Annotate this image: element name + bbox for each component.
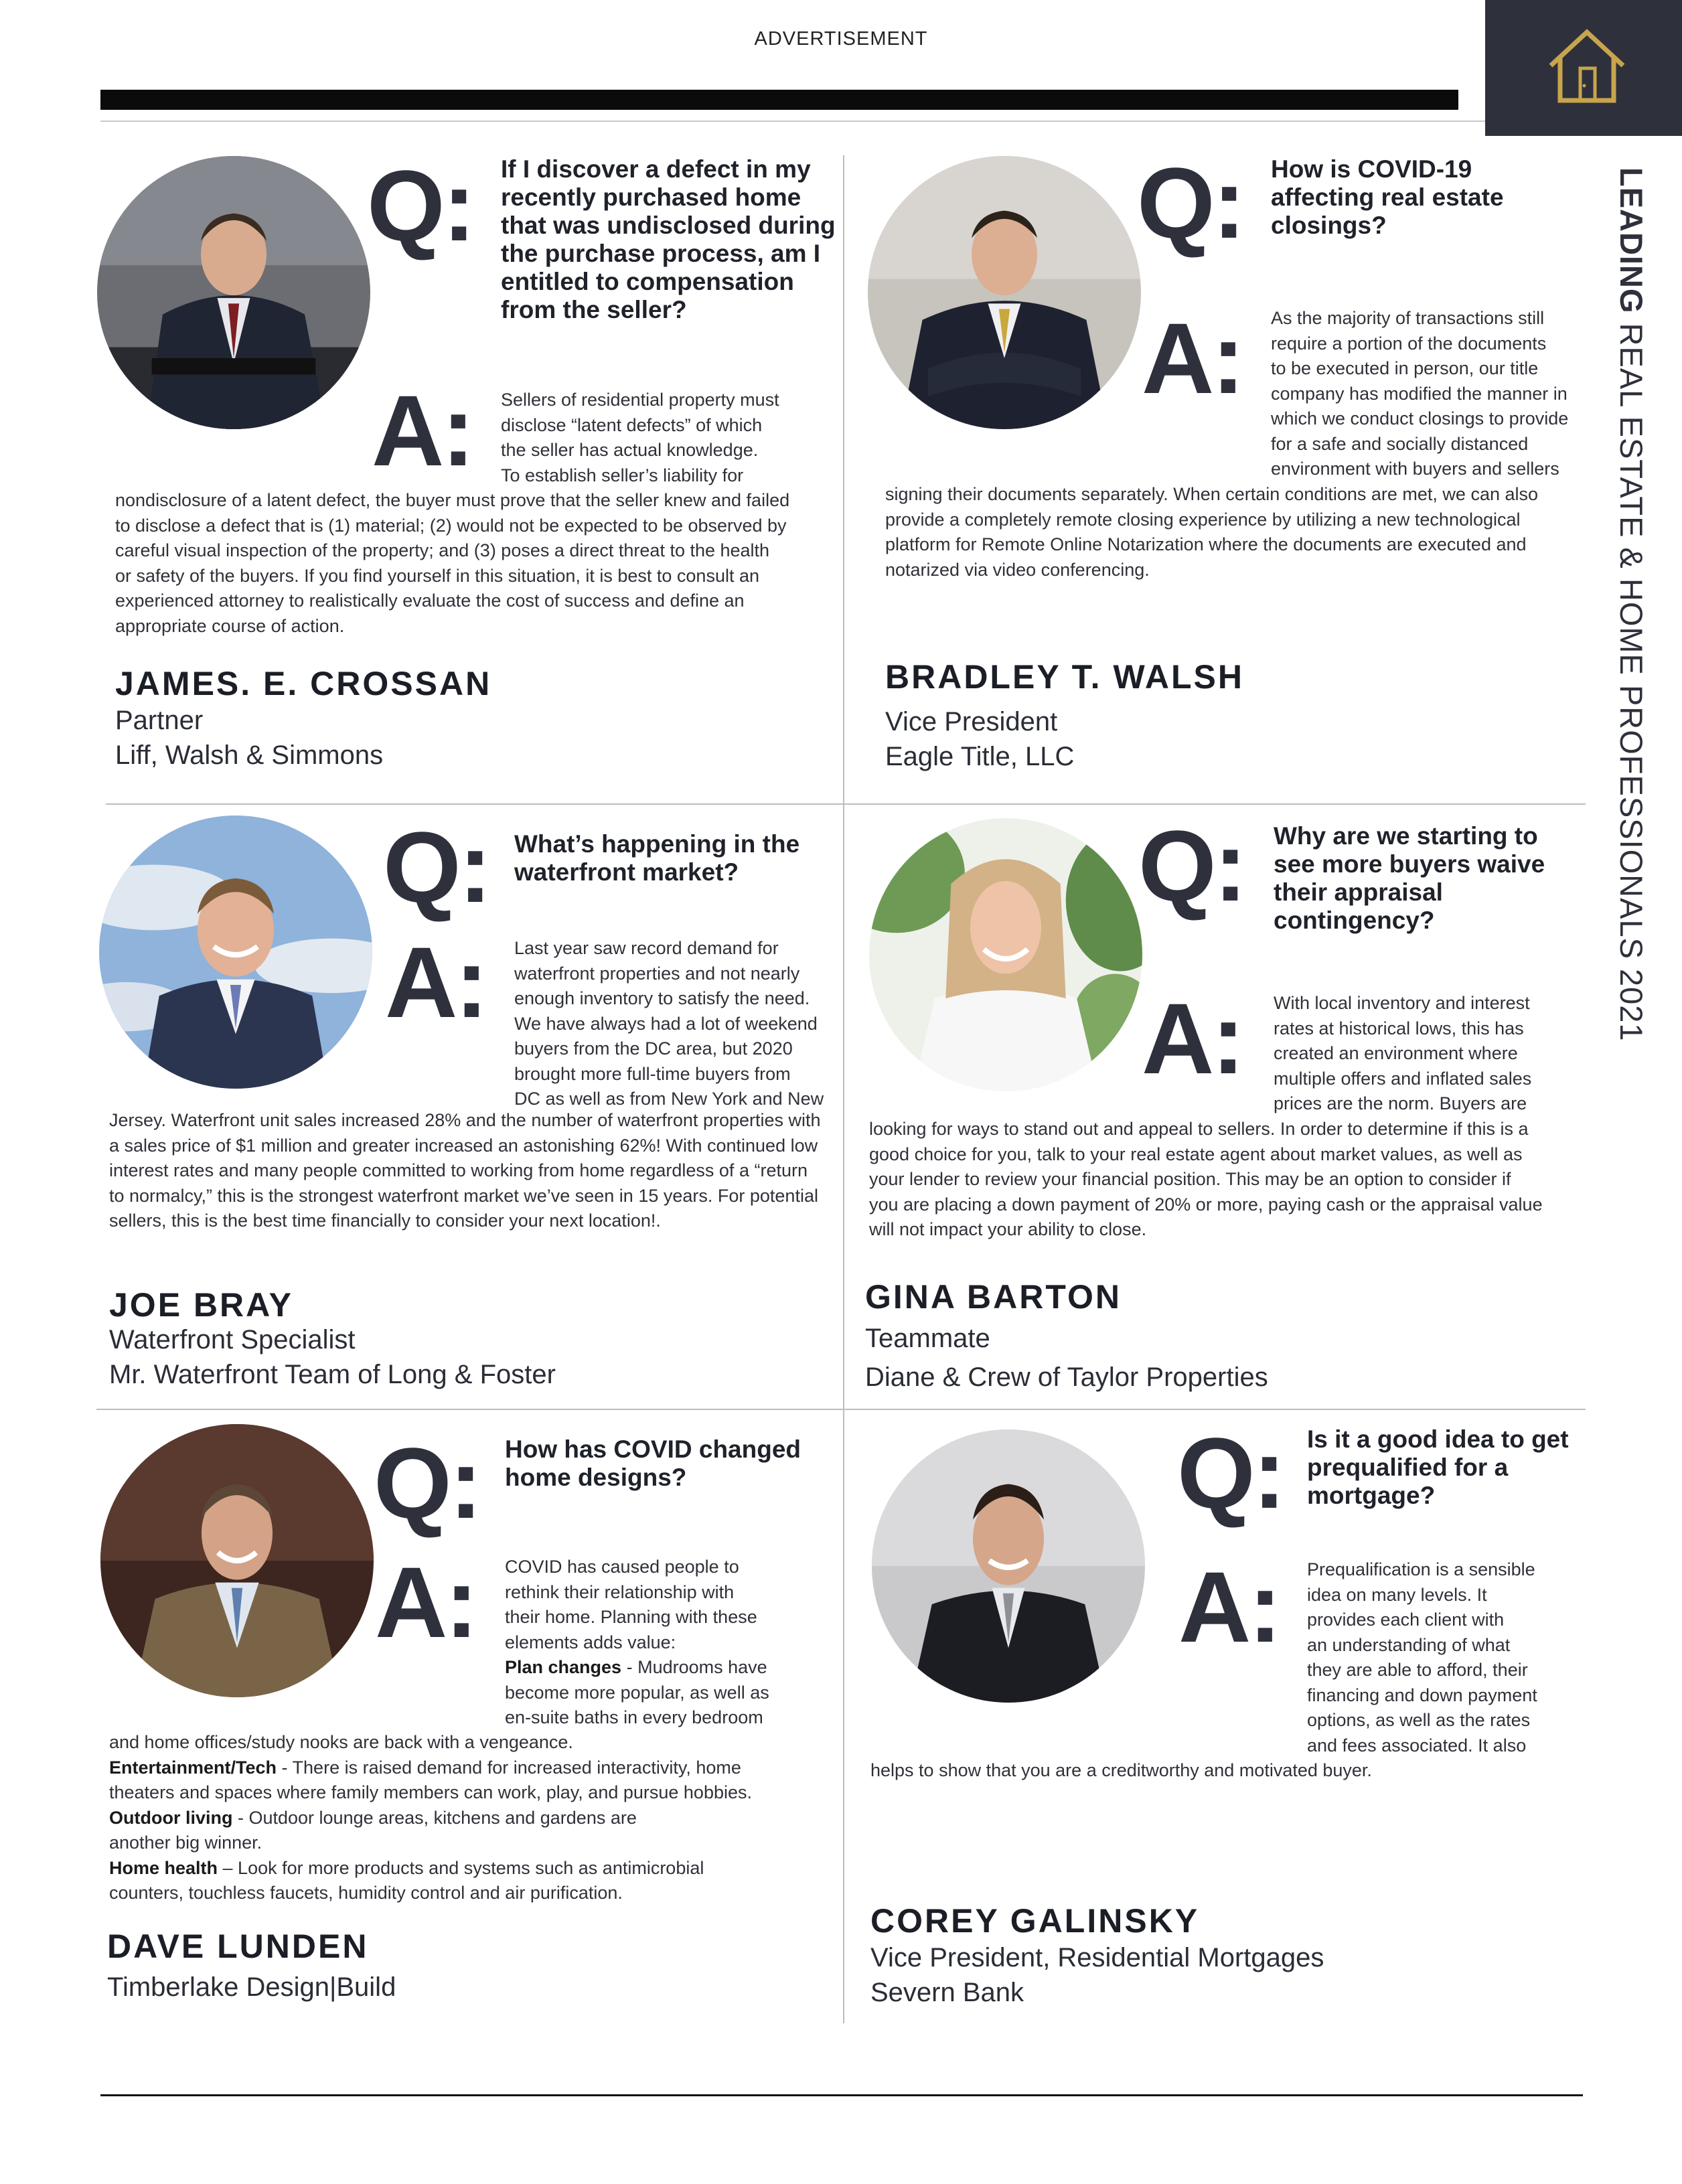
answer-full-lines: nondisclosure of a latent defect, the buyer must prove that the seller knew and failed to disclose a defect that is (1) material; (2) would not be expected to be observed by careful visual inspection of the property; and (3) poses a direct threat to the health or safety of the buyers. If you find yourself in this situation, it is best to consult an experienced attorney to realistically evaluate the cost of success and define an appropriate course of action. (115, 490, 790, 636)
expert-name: JOE BRAY (109, 1286, 294, 1324)
answer-wrap-lines: Last year saw record demand for waterfront properties and not nearly enough inventory to satisfy the need. We have always had a lot of weekend buyers from the DC area, but 2020 brought more full-time buyers from DC as well as from New York and New (514, 938, 824, 1109)
answer-mark-label: A: (372, 374, 473, 487)
advertisement-label: ADVERTISEMENT (754, 28, 928, 50)
expert-role: Teammate Diane & Crew of Taylor Properties (865, 1324, 1268, 1392)
question-text: What’s happening in the waterfront market? (514, 830, 800, 886)
answer-wrap-lines: Sellers of residential property must disclose “latent defects” of which the seller has actual knowledge. To establish seller’s liability for (501, 390, 779, 485)
answer-mark-label: A: (1142, 982, 1243, 1095)
question-mark-label: Q: (383, 811, 489, 923)
question-text: Is it a good idea to get prequalified for a mortgage? (1307, 1425, 1569, 1509)
answer-full-lines: Jersey. Waterfront unit sales increased 28% and the number of waterfront properties with a sales price of $1 million and greater increased an astonishing 62%! With continued low interest rates and many people committed to working from home regardless of a “return to normalcy,” this is the strongest waterfront market we’ve seen in 15 years. For potential sellers, this is the best time financially to consider your next location!. (109, 1110, 821, 1231)
expert-name: DAVE LUNDEN (107, 1928, 369, 1965)
question-mark-label: Q: (1138, 809, 1245, 922)
expert-role: Vice President, Residential Mortgages Severn Bank (870, 1943, 1324, 2007)
question-text: Why are we starting to see more buyers waive their appraisal contingency? (1274, 822, 1545, 934)
answer-wrap-lines: COVID has caused people to rethink their relationship with their home. Planning with these elements adds value: Plan changes - Mudrooms have become more popular, as well as en-suite baths in every bedroom (505, 1557, 769, 1727)
portrait-photo (872, 1429, 1145, 1703)
portrait-photo (100, 1424, 374, 1697)
row-divider-1 (106, 803, 1586, 805)
section-title-strong: LEADING (1614, 167, 1649, 314)
question-text: If I discover a defect in my recently purchased home that was undisclosed during the purchase process, am I entitled to compensation from the seller? (501, 155, 836, 323)
house-icon (1547, 27, 1627, 106)
expert-role: Timberlake Design|Build (107, 1972, 396, 2002)
expert-role: Vice President Eagle Title, LLC (885, 707, 1075, 771)
footer-rule (100, 2094, 1583, 2096)
portrait-photo (97, 156, 370, 429)
portrait-photo (869, 818, 1142, 1091)
expert-name: JAMES. E. CROSSAN (115, 665, 492, 702)
expert-name: BRADLEY T. WALSH (885, 658, 1244, 696)
expert-name: COREY GALINSKY (870, 1902, 1200, 1940)
question-text: How is COVID-19 affecting real estate closings? (1271, 155, 1504, 239)
portrait-photo (868, 156, 1141, 429)
answer-mark-label: A: (375, 1546, 476, 1658)
column-divider (843, 155, 844, 2023)
section-title-rest: REAL ESTATE & HOME PROFESSIONALS 2021 (1614, 323, 1649, 1042)
answer-full-lines: helps to show that you are a creditworthy and motivated buyer. (870, 1760, 1372, 1780)
question-mark-label: Q: (1137, 147, 1243, 259)
portrait-photo (99, 815, 372, 1089)
answer-mark-label: A: (1142, 302, 1243, 414)
question-text: How has COVID changed home designs? (505, 1435, 801, 1491)
row-divider-2 (96, 1409, 1586, 1410)
expert-name: GINA BARTON (865, 1278, 1122, 1316)
answer-full-lines: signing their documents separately. When certain conditions are met, we can also provide a completely remote closing experience by utilizing a new technological platform for Remote Online Notarization where the documents are executed and notarized via video conferencing. (885, 484, 1539, 580)
question-mark-label: Q: (374, 1427, 480, 1539)
question-mark-label: Q: (367, 149, 473, 262)
answer-wrap-lines: With local inventory and interest rates at historical lows, this has created an environment where multiple offers and inflated sales prices are the norm. Buyers are (1274, 993, 1532, 1113)
answer-wrap-lines: As the majority of transactions still require a portion of the documents to be executed in person, our title company has modified the manner in which we conduct closings to provide for a safe and socially distanced environment with buyers and sellers (1271, 308, 1569, 479)
header-rule (100, 90, 1458, 110)
question-mark-label: Q: (1177, 1417, 1284, 1529)
answer-mark-label: A: (1178, 1551, 1280, 1663)
answer-full-lines: looking for ways to stand out and appeal to sellers. In order to determine if this is a good choice for you, talk to your real estate agent about market values, as well as your lender to review your financial position. This may be an option to consider if you are placing a down payment of 20% or more, paying cash or the appraisal value will not impact your ability to close. (869, 1119, 1543, 1239)
section-title (1596, 167, 1650, 1042)
corner-badge (1485, 0, 1682, 136)
expert-role: Partner Liff, Walsh & Simmons (115, 706, 384, 770)
answer-wrap-lines: Prequalification is a sensible idea on many levels. It provides each client with an understanding of what they are able to afford, their financing and down payment options, as well as the rates and fees associated. It also (1307, 1559, 1537, 1756)
answer-mark-label: A: (385, 926, 486, 1038)
header-thin-rule (100, 121, 1582, 122)
answer-full-lines: and home offices/study nooks are back with a vengeance. Entertainment/Tech - There is raised demand for increased interactivity, home theaters and spaces where family members can work, play, and pursue hobbies. Outdoor living - Outdoor lounge areas, kitchens and gardens are another big winner. Home health – Look for more products and systems such as antimicrobial counters, touchless faucets, humidity control and air purification. (109, 1732, 752, 1903)
expert-role: Waterfront Specialist Mr. Waterfront Team of Long & Foster (109, 1325, 556, 1389)
